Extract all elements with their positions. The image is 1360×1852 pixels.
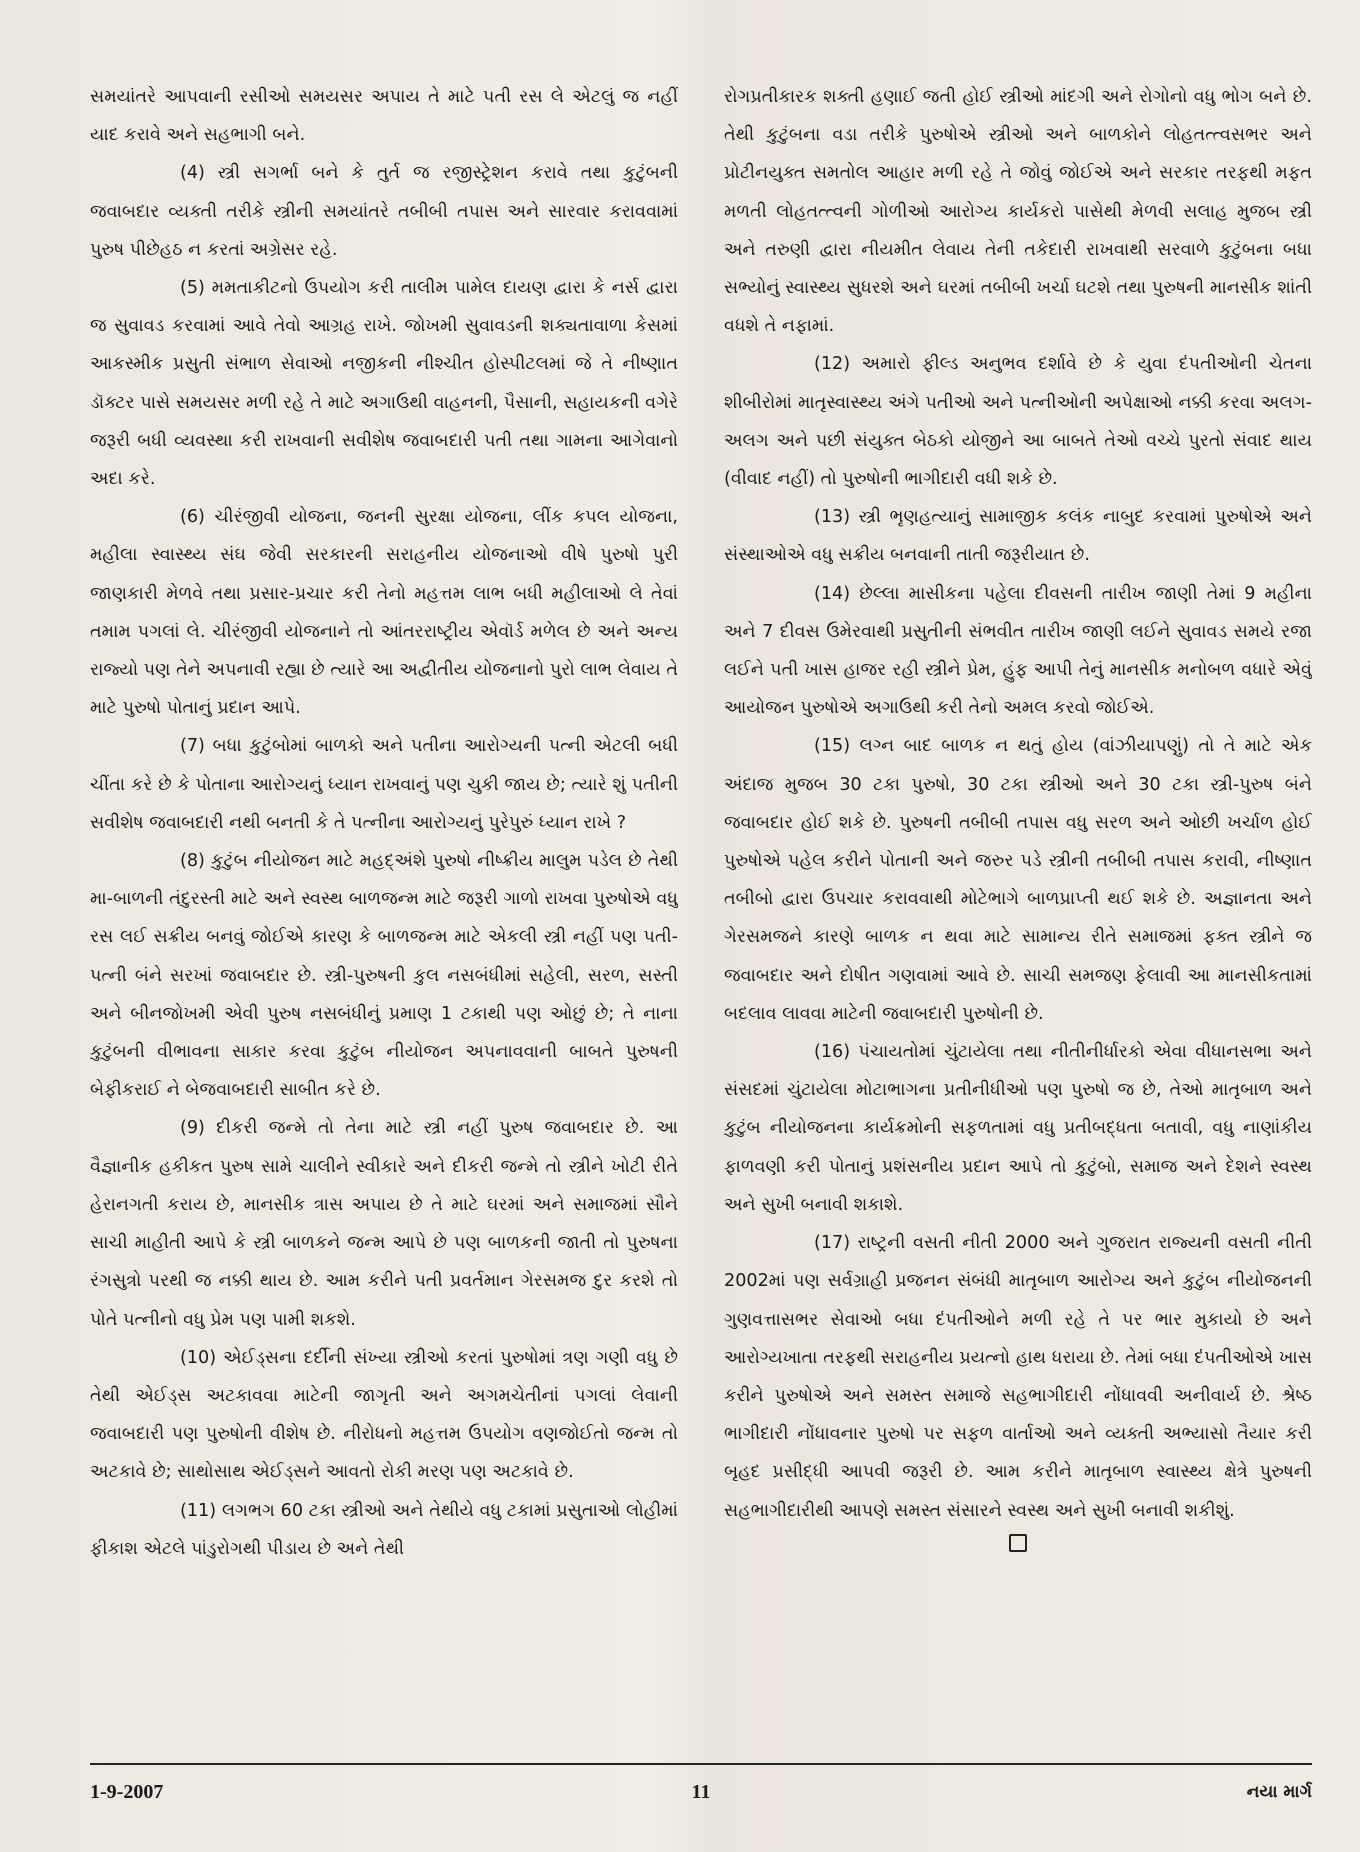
paragraph: (5) મમતાકીટનો ઉપયોગ કરી તાલીમ પામેલ દાયણ દ્વારા કે નર્સ દ્વારા જ સુવાવડ કરવામાં આવે તેવો આગ્રહ રાખે. જોખમી સુવાવડની શક્યતાવાળા કેસમાં આકસ્મીક પ્રસુતી સંભાળ સેવાઓ નજીકની નીશ્ચીત હોસ્પીટલમાં જે તે નીષ્ણાત ડૉક્ટર પાસે સમયસર મળી રહે તે માટે અગાઉથી વાહનની, પૈસાની, સહાયકની વગેરે જરૂરી બધી વ્યવસ્થા કરી રાખવાની સવીશેષ જવાબદારી પતી તથા ગામના આગેવાનો અદા કરે.: [90, 278, 678, 490]
paragraph: (8) કુટુંબ નીયોજન માટે મહદ્અંશે પુરુષો નીષ્ક્રીય માલુમ પડેલ છે તેથી મા-બાળની તંદુરસ્તી માટે અને સ્વસ્થ બાળજન્મ માટે જરૂરી ગાળો રાખવા પુરુષોએ વધુ રસ લઈ સક્રીય બનવું જોઈએ કારણ કે બાળજન્મ માટે એકલી સ્ત્રી નહીં પણ પતી-પત્ની બંને સરખાં જવાબદાર છે. સ્ત્રી-પુરુષની કુલ નસબંધીમાં સહેલી, સરળ, સસ્તી અને બીનજોખમી એવી પુરુષ નસબંધીનું પ્રમાણ 1 ટકાથી પણ ઓછું છે; તે નાના કુટુંબની વીભાવના સાકાર કરવા કુટુંબ નીયોજન અપનાવવાની બાબતે પુરુષની બેફીકરાઈ ને બેજવાબદારી સાબીત કરે છે.: [90, 851, 678, 1101]
page-footer: [90, 1772, 1312, 1812]
paragraph: (13) સ્ત્રી ભૃણહત્યાનું સામાજીક કલંક નાબુદ કરવામાં પુરુષોએ અને સંસ્થાઓએ વધુ સક્રીય બનવાની તાતી જરૂરીયાત છે.: [724, 507, 1312, 566]
issue-date: 1-9-2007: [90, 1780, 164, 1803]
paragraph: (16) પંચાયતોમાં ચુંટાયેલા તથા નીતીનીર્ધારકો એવા વીધાનસભા અને સંસદમાં ચુંટાયેલા મોટાભાગના પ્રતીનીધીઓ પણ પુરુષો જ છે, તેઓ માતૃબાળ અને કુટુંબ નીયોજનના કાર્યક્રમોની સફળતામાં વધુ પ્રતીબદ્ધતા બતાવી, વધુ નાણાંકીય ફાળવણી કરી પોતાનું પ્રશંસનીય પ્રદાન આપે તો કુટુંબો, સમાજ અને દેશને સ્વસ્થ અને સુખી બનાવી શકાશે.: [724, 1042, 1312, 1215]
paragraph: (14) છેલ્લા માસીકના પહેલા દીવસની તારીખ જાણી તેમાં 9 મહીના અને 7 દીવસ ઉમેરવાથી પ્રસુતીની સંભવીત તારીખ જાણી લઈને સુવાવડ સમયે રજા લઈને પતી ખાસ હાજર રહી સ્ત્રીને પ્રેમ, હુંફ આપી તેનું માનસીક મનોબળ વધારે એવું આયોજન પુરુષોએ અગાઉથી કરી તેનો અમલ કરવો જોઈએ.: [724, 583, 1312, 719]
paragraph: (9) દીકરી જન્મે તો તેના માટે સ્ત્રી નહીં પુરુષ જવાબદાર છે. આ વૈજ્ઞાનીક હકીકત પુરુષ સામે ચાલીને સ્વીકારે અને દીકરી જન્મે તો સ્ત્રીને ખોટી રીતે હેરાનગતી કરાય છે, માનસીક ત્રાસ અપાય છે તે માટે ઘરમાં અને સમાજમાં સૌને સાચી માહીતી આપે કે સ્ત્રી બાળકને જન્મ આપે છે પણ બાળકની જાતી તો પુરુષના રંગસુત્રો પરથી જ નક્કી થાય છે. આમ કરીને પતી પ્રવર્તમાન ગેરસમજ દુર કરશે તો પોતે પત્નીનો વધુ પ્રેમ પણ પામી શકશે.: [90, 1118, 678, 1330]
paragraph: (4) સ્ત્રી સગર્ભા બને કે તુર્ત જ રજીસ્ટ્રેશન કરાવે તથા કુટુંબની જવાબદાર વ્યક્તી તરીકે સ્ત્રીની સમયાંતરે તબીબી તપાસ અને સારવાર કરાવવામાં પુરુષ પીછેહઠ ન કરતાં અગ્રેસર રહે.: [90, 163, 678, 260]
paragraph: (15) લગ્ન બાદ બાળક ન થતું હોય (વાંઝીયાપણું) તો તે માટે એક અંદાજ મુજબ 30 ટકા પુરુષો, 30 ટકા સ્ત્રીઓ અને 30 ટકા સ્ત્રી-પુરુષ બંને જવાબદાર હોઈ શકે છે. પુરુષની તબીબી તપાસ વધુ સરળ અને ઓછી ખર્ચાળ હોઈ પુરુષોએ પહેલ કરીને પોતાની અને જરુર પડે સ્ત્રીની તબીબી તપાસ કરાવી, નીષ્ણાત તબીબો દ્વારા ઉપચાર કરાવવાથી મોટેભાગે બાળપ્રાપ્તી થઈ શકે છે. અજ્ઞાનતા અને ગેરસમજને કારણે બાળક ન થવા માટે સામાન્ય રીતે સમાજમાં ફક્ત સ્ત્રીને જ જવાબદાર અને દોષીત ગણવામાં આવે છે. સાચી સમજણ ફેલાવી આ માનસીકતામાં બદલાવ લાવવા માટેની જવાબદારી પુરુષોની છે.: [724, 736, 1312, 1024]
magazine-name: નયા માર્ગ: [1246, 1782, 1312, 1802]
page-number: 11: [691, 1780, 711, 1803]
left-column: [90, 78, 678, 1763]
right-column: [724, 78, 1312, 1763]
paragraph: (6) ચીરંજીવી યોજના, જનની સુરક્ષા યોજના, લીંક કપલ યોજના, મહીલા સ્વાસ્થ્ય સંઘ જેવી સરકારની સરાહનીય યોજનાઓ વીષે પુરુષો પુરી જાણકારી મેળવે તથા પ્રસાર-પ્રચાર કરી તેનો મહત્તમ લાભ બધી મહીલાઓ લે તેવાં તમામ પગલાં લે. ચીરંજીવી યોજનાને તો આંતરરાષ્ટ્રીય એવૉર્ડ મળેલ છે અને અન્ય રાજ્યો પણ તેને અપનાવી રહ્યા છે ત્યારે આ અદ્વીતીય યોજનાનો પુરો લાભ લેવાય તે માટે પુરુષો પોતાનું પ્રદાન આપે.: [90, 507, 678, 719]
paragraph: સમયાંતરે આપવાની રસીઓ સમયસર અપાય તે માટે પતી રસ લે એટલું જ નહીં યાદ કરાવે અને સહભાગી બને.: [90, 87, 678, 146]
article-body: [90, 78, 1312, 1763]
paragraph: (7) બધા કુટુંબોમાં બાળકો અને પતીના આરોગ્યની પત્ની એટલી બધી ચીંતા કરે છે કે પોતાના આરોગ્યનું ધ્યાન રાખવાનું પણ ચુકી જાય છે; ત્યારે શું પતીની સવીશેષ જવાબદારી નથી બનતી કે તે પત્નીના આરોગ્યનું પુરેપુરું ધ્યાન રાખે ?: [90, 736, 678, 833]
article-end-square-icon: [1009, 1534, 1027, 1552]
paragraph: (11) લગભગ 60 ટકા સ્ત્રીઓ અને તેથીયે વધુ ટકામાં પ્રસુતાઓ લોહીમાં ફીકાશ એટલે પાંડુરોગથી પીડાય છે અને તેથી: [90, 1500, 678, 1559]
paragraph: (10) એઈડ્સના દર્દીની સંખ્યા સ્ત્રીઓ કરતાં પુરુષોમાં ત્રણ ગણી વધુ છે તેથી એઈડ્સ અટકાવવા માટેની જાગૃતી અને અગમચેતીનાં પગલાં લેવાની જવાબદારી પણ પુરુષોની વીશેષ છે. નીરોધનો મહત્તમ ઉપયોગ વણજોઈતો જન્મ તો અટકાવે છે; સાથોસાથ એઈડ્સને આવતો રોકી મરણ પણ અટકાવે છે.: [90, 1347, 678, 1483]
footer-rule: [90, 1763, 1312, 1765]
paragraph: (12) અમારો ફીલ્ડ અનુભવ દર્શાવે છે કે યુવા દંપતીઓની ચેતના શીબીરોમાં માતૃસ્વાસ્થ્ય અંગે પતીઓ અને પત્નીઓની અપેક્ષાઓ નક્કી કરવા અલગ-અલગ અને પછી સંયુક્ત બેઠકો યોજીને આ બાબતે તેઓ વચ્ચે પુરતો સંવાદ થાય (વીવાદ નહીં) તો પુરુષોની ભાગીદારી વધી શકે છે.: [724, 354, 1312, 490]
paragraph: રોગપ્રતીકારક શક્તી હણાઈ જતી હોઈ સ્ત્રીઓ માંદગી અને રોગોનો વધુ ભોગ બને છે. તેથી કુટુંબના વડા તરીકે પુરુષોએ સ્ત્રીઓ અને બાળકોને લોહતત્ત્વસભર અને પ્રોટીનયુક્ત સમતોલ આહાર મળી રહે તે જોવું જોઈએ અને સરકાર તરફથી મફત મળતી લોહતત્ત્વની ગોળીઓ આરોગ્ય કાર્યકરો પાસેથી મેળવી સલાહ મુજબ સ્ત્રી અને તરુણી દ્વારા નીયમીત લેવાય તેની તકેદારી રાખવાથી સરવાળે કુટુંબના બધા સભ્યોનું સ્વાસ્થ્ય સુધરશે અને ઘરમાં તબીબી ખર્ચા ઘટશે તથા પુરુષની માનસીક શાંતી વધશે તે નફામાં.: [724, 87, 1312, 337]
paragraph: (17) રાષ્ટ્રની વસતી નીતી 2000 અને ગુજરાત રાજ્યની વસતી નીતી 2002માં પણ સર્વગ્રાહી પ્રજનન સંબંધી માતૃબાળ આરોગ્ય અને કુટુંબ નીયોજનની ગુણવત્તાસભર સેવાઓ બધા દંપતીઓને મળી રહે તે પર ભાર મુકાયો છે અને આરોગ્યખાતા તરફથી સરાહનીય પ્રયત્નો હાથ ધરાયા છે. તેમાં બધા દંપતીઓએ ખાસ કરીને પુરુષોએ અને સમસ્ત સમાજે સહભાગીદારી નોંધાવવી અનીવાર્ય છે. શ્રેષ્ઠ ભાગીદારી નોંધાવનાર પુરુષો પર સફળ વાર્તાઓ અને વ્યક્તી અભ્યાસો તૈયાર કરી બૃહદ પ્રસીદ્ધી આપવી જરૂરી છે. આમ કરીને માતૃબાળ સ્વાસ્થ્ય ક્ષેત્રે પુરુષની સહભાગીદારીથી આપણે સમસ્ત સંસારને સ્વસ્થ અને સુખી બનાવી શકીશું.: [724, 1233, 1312, 1521]
